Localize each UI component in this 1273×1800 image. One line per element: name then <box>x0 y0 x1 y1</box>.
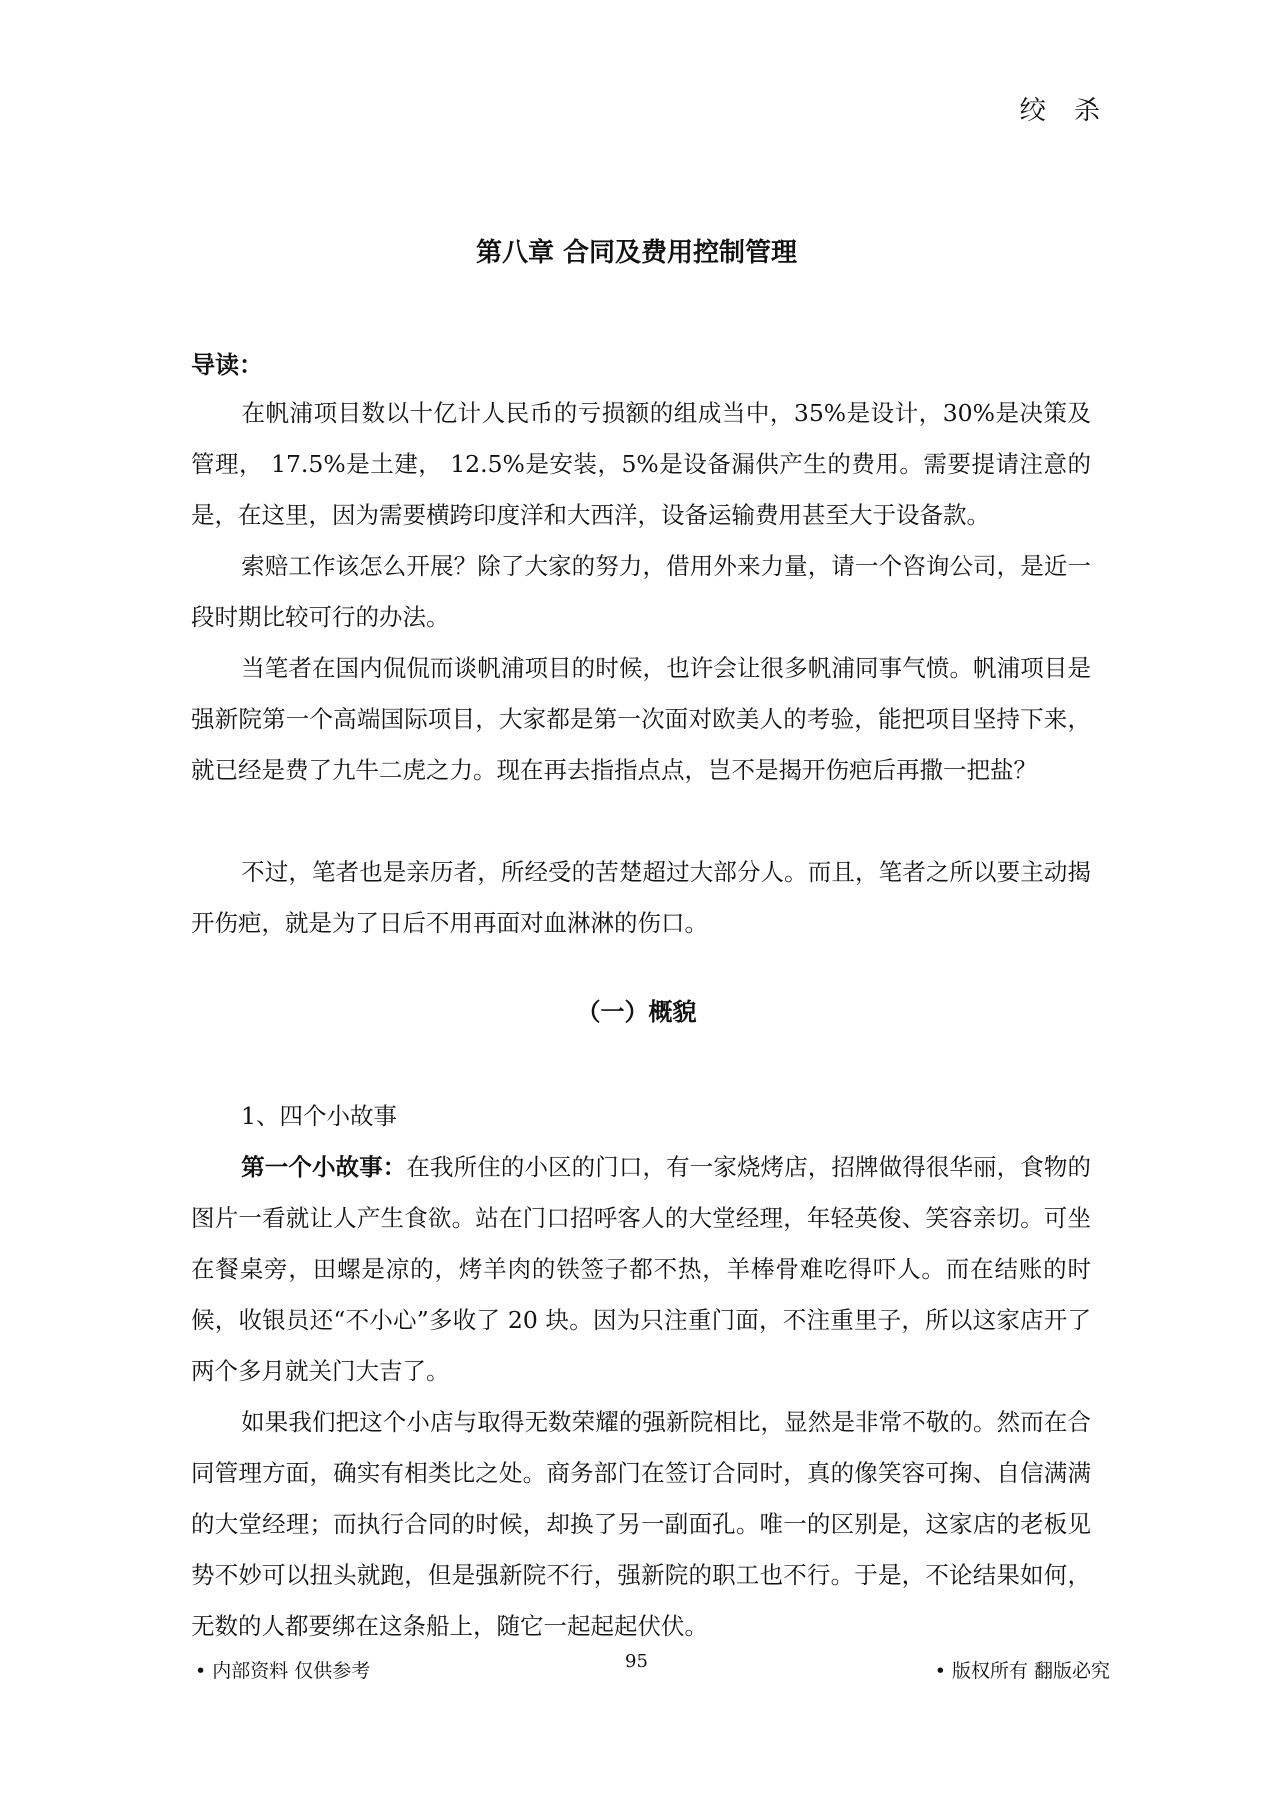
story1-paragraph <box>191 1142 1091 1397</box>
lead-paragraph-4-text: 不过，笔者也是亲历者，所经受的苦楚超过大部分人。而且，笔者之所以要主动揭开伤疤，就是为了日后不用再面对血淋淋的伤口。 <box>191 858 1091 937</box>
lead-paragraph-1-text: 在帆浦项目数以十亿计人民币的亏损额的组成当中，35%是设计，30%是决策及管理， 17.5%是土建， 12.5%是安装，5%是设备漏供产生的费用。需要提请注意的是，在这里，因为需要横跨印度洋和大西洋，设备运输费用甚至大于设备款。 <box>191 399 1091 529</box>
lead-paragraph-2 <box>191 541 1091 643</box>
lead-paragraph-3 <box>191 643 1091 796</box>
running-header: 绞 杀 <box>1019 96 1110 126</box>
subheading-text: 1、四个小故事 <box>241 1102 397 1130</box>
lead-label: 导读： <box>191 351 263 379</box>
page-number: 95 <box>625 1651 648 1672</box>
footer-left-note: • 内部资料 仅供参考 <box>195 1660 371 1682</box>
section-paragraph-2 <box>191 1397 1091 1652</box>
section-title: （一）概貌 <box>576 998 697 1026</box>
lead-paragraph-1 <box>191 388 1091 541</box>
chapter-title: 第八章 合同及费用控制管理 <box>475 238 798 268</box>
section-paragraph-2-text: 如果我们把这个小店与取得无数荣耀的强新院相比，显然是非常不敬的。然而在合同管理方面，确实有相类比之处。商务部门在签订合同时，真的像笑容可掬、自信满满的大堂经理；而执行合同的时候，却换了另一副面孔。唯一的区别是，这家店的老板见势不妙可以扭头就跑，但是强新院不行，强新院的职工也不行。于是，不论结果如何，无数的人都要绑在这条船上，随它一起起起伏伏。 <box>191 1408 1091 1640</box>
lead-paragraph-3-text: 当笔者在国内侃侃而谈帆浦项目的时候，也许会让很多帆浦同事气愤。帆浦项目是强新院第一个高端国际项目，大家都是第一次面对欧美人的考验，能把项目坚持下来，就已经是费了九牛二虎之力。现在再去指指点点，岂不是揭开伤疤后再撒一把盐？ <box>191 654 1091 784</box>
footer-right-note: • 版权所有 翻版必究 <box>934 1660 1110 1682</box>
subheading <box>191 1091 1091 1142</box>
lead-paragraph-2-text: 索赔工作该怎么开展？除了大家的努力，借用外来力量，请一个咨询公司，是近一段时期比较可行的办法。 <box>191 552 1091 631</box>
lead-paragraph-4 <box>191 847 1091 949</box>
story1-label: 第一个小故事： <box>241 1153 407 1181</box>
story1-text: 在我所住的小区的门口，有一家烧烤店，招牌做得很华丽，食物的图片一看就让人产生食欲。站在门口招呼客人的大堂经理，年轻英俊、笑容亲切。可坐在餐桌旁，田螺是凉的，烤羊肉的铁签子都不热，羊棒骨难吃得吓人。而在结账的时候，收银员还“不小心”多收了 20 块。因为只注重门面，不注重里子，所以这家店开了两个多月就关门大吉了。 <box>191 1153 1092 1385</box>
